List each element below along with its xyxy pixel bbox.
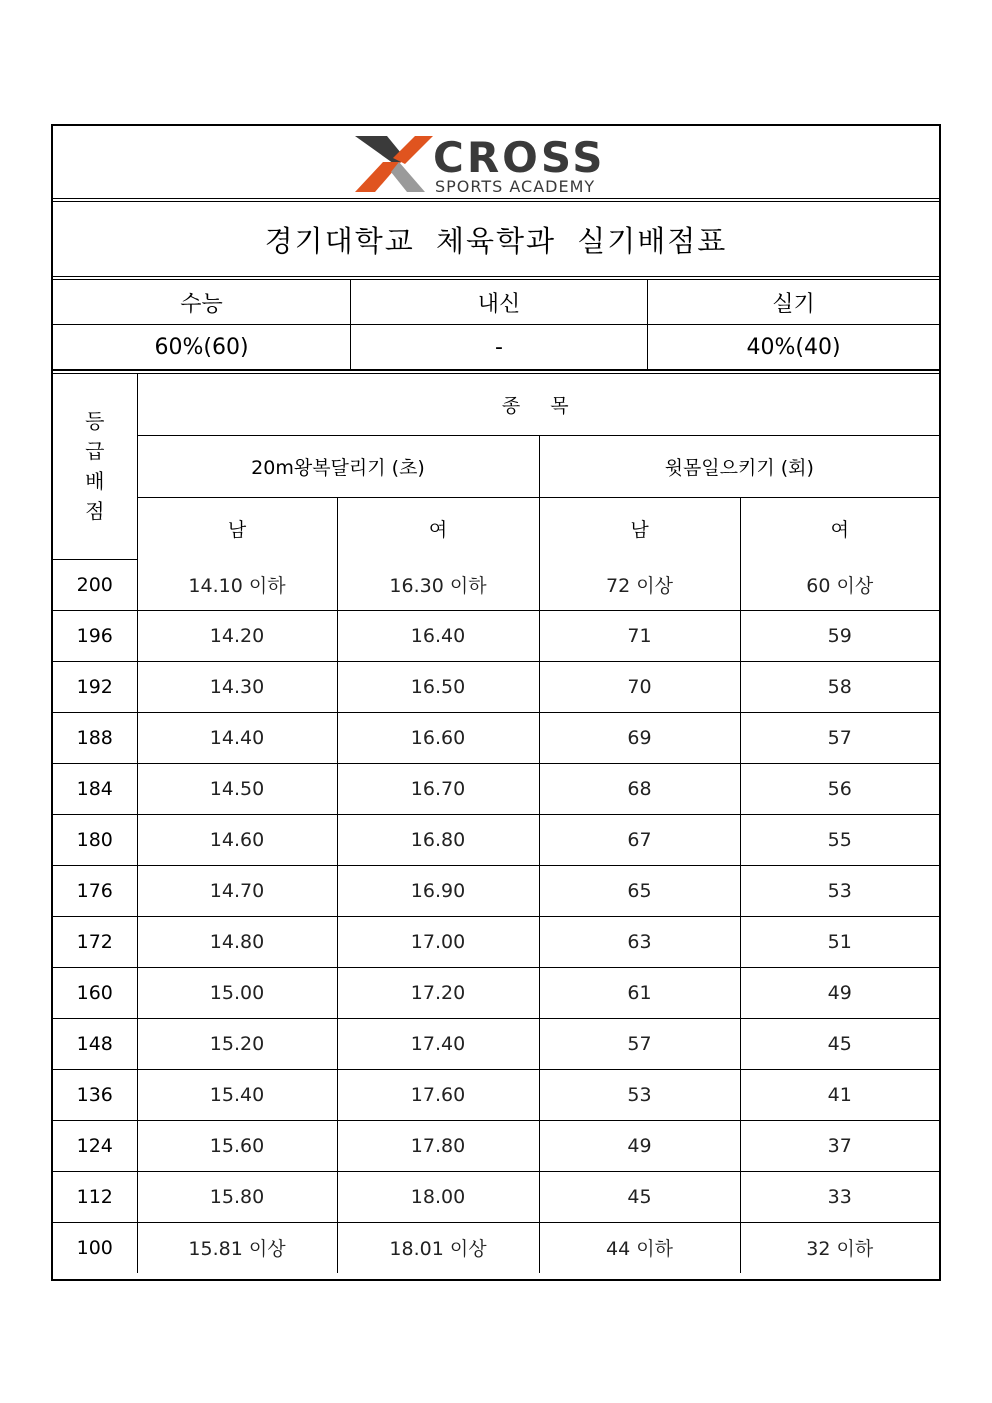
score-cell: 196 [53,610,137,661]
logo-row [53,126,939,198]
situp-female-cell: 57 [740,712,939,763]
table-row [53,814,939,865]
shuttle-male-cell: 14.80 [137,916,337,967]
events-header [137,374,939,436]
score-cell: 176 [53,865,137,916]
summary-value-row [53,325,939,370]
shuttle-female-cell: 16.70 [337,763,539,814]
situp-male-cell: 71 [539,610,740,661]
shuttle-female-cell: 17.00 [337,916,539,967]
shuttle-male-cell: 15.00 [137,967,337,1018]
sex-female: 여 [740,498,939,560]
table-header-row [53,374,939,436]
logo-brand-text: CROSS [433,133,606,182]
situp-male-cell: 67 [539,814,740,865]
score-cell: 192 [53,661,137,712]
table-row [53,1018,939,1069]
shuttle-female-cell: 16.80 [337,814,539,865]
cross-academy-logo [353,132,643,196]
shuttle-female-cell: 17.60 [337,1069,539,1120]
situp-female-cell: 55 [740,814,939,865]
shuttle-male-cell: 15.81 이상 [137,1222,337,1273]
situp-male-cell: 65 [539,865,740,916]
event-name-row [53,436,939,498]
sex-male: 남 [539,498,740,560]
table-row [53,1222,939,1273]
table-row [53,712,939,763]
events-label: 종 목 [501,395,575,417]
score-sheet [51,124,941,1281]
score-cell: 188 [53,712,137,763]
table-row [53,661,939,712]
shuttle-female-cell: 17.20 [337,967,539,1018]
shuttle-female-cell: 17.80 [337,1120,539,1171]
weight-summary-table [53,280,939,370]
summary-header-row [53,280,939,325]
situp-female-cell: 51 [740,916,939,967]
summary-value-naesin: - [351,325,648,370]
sex-male: 남 [137,498,337,560]
title-row [53,202,939,276]
situp-female-cell: 49 [740,967,939,1018]
grade-label-line1: 등 급 [85,409,119,464]
grade-score-header [53,374,137,559]
table-row [53,1171,939,1222]
score-cell: 180 [53,814,137,865]
score-cell: 200 [53,559,137,610]
shuttle-male-cell: 15.60 [137,1120,337,1171]
score-cell: 160 [53,967,137,1018]
situp-male-cell: 68 [539,763,740,814]
shuttle-male-cell: 14.20 [137,610,337,661]
table-row [53,967,939,1018]
situp-male-cell: 72 이상 [539,559,740,610]
situp-male-cell: 70 [539,661,740,712]
summary-value-suneung: 60%(60) [53,325,351,370]
situp-female-cell: 33 [740,1171,939,1222]
shuttle-male-cell: 14.30 [137,661,337,712]
score-cell: 100 [53,1222,137,1273]
situp-female-cell: 37 [740,1120,939,1171]
table-row [53,610,939,661]
summary-header-suneung: 수능 [53,280,351,325]
situp-female-cell: 56 [740,763,939,814]
score-cell: 148 [53,1018,137,1069]
shuttle-female-cell: 16.50 [337,661,539,712]
situp-female-cell: 45 [740,1018,939,1069]
shuttle-male-cell: 15.20 [137,1018,337,1069]
table-row [53,559,939,610]
situp-female-cell: 59 [740,610,939,661]
table-row [53,865,939,916]
sex-female: 여 [337,498,539,560]
situp-female-cell: 58 [740,661,939,712]
summary-header-naesin: 내신 [351,280,648,325]
shuttle-male-cell: 14.10 이하 [137,559,337,610]
shuttle-female-cell: 16.40 [337,610,539,661]
shuttle-female-cell: 16.60 [337,712,539,763]
shuttle-male-cell: 14.70 [137,865,337,916]
shuttle-female-cell: 16.30 이하 [337,559,539,610]
score-cell: 172 [53,916,137,967]
shuttle-male-cell: 14.60 [137,814,337,865]
score-cell: 124 [53,1120,137,1171]
shuttle-male-cell: 14.50 [137,763,337,814]
situp-male-cell: 69 [539,712,740,763]
shuttle-male-cell: 15.80 [137,1171,337,1222]
shuttle-female-cell: 17.40 [337,1018,539,1069]
shuttle-male-cell: 15.40 [137,1069,337,1120]
table-row [53,763,939,814]
shuttle-male-cell: 14.40 [137,712,337,763]
summary-value-silgi: 40%(40) [648,325,940,370]
table-row [53,1069,939,1120]
sex-row [53,498,939,560]
situp-female-cell: 32 이하 [740,1222,939,1273]
score-table [53,374,939,1273]
logo-sub-text: SPORTS ACADEMY [435,177,596,196]
shuttle-female-cell: 16.90 [337,865,539,916]
page-title: 경기대학교 체육학과 실기배점표 [264,223,728,258]
situp-female-cell: 53 [740,865,939,916]
score-cell: 112 [53,1171,137,1222]
event-shuttle-run: 20m왕복달리기 (초) [137,436,539,498]
situp-male-cell: 53 [539,1069,740,1120]
summary-header-silgi: 실기 [648,280,940,325]
situp-male-cell: 63 [539,916,740,967]
shuttle-female-cell: 18.00 [337,1171,539,1222]
grade-label-line2: 배 점 [85,469,119,524]
situp-female-cell: 41 [740,1069,939,1120]
situp-male-cell: 45 [539,1171,740,1222]
score-cell: 136 [53,1069,137,1120]
situp-male-cell: 61 [539,967,740,1018]
situp-male-cell: 44 이하 [539,1222,740,1273]
table-row [53,1120,939,1171]
situp-female-cell: 60 이상 [740,559,939,610]
table-row [53,916,939,967]
score-cell: 184 [53,763,137,814]
situp-male-cell: 57 [539,1018,740,1069]
event-sit-ups: 윗몸일으키기 (회) [539,436,939,498]
shuttle-female-cell: 18.01 이상 [337,1222,539,1273]
situp-male-cell: 49 [539,1120,740,1171]
